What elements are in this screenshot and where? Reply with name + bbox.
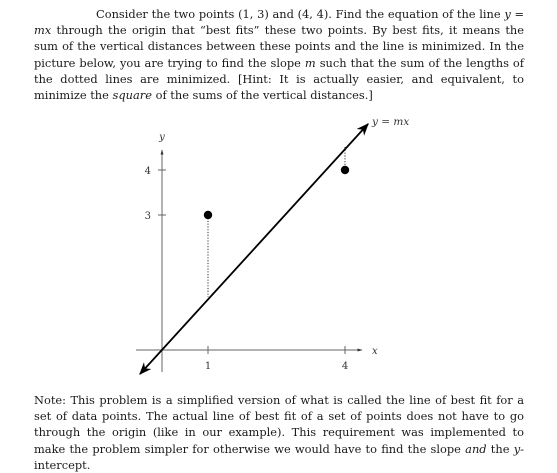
slope-variable: m — [304, 55, 316, 70]
problem-text-2: through the origin that “best fits” these two points. By best fits, it means the sum of the vertical distances between these points and the line is minimized. In the picture below, you are trying to find the slope — [34, 23, 524, 70]
best-fit-line — [140, 124, 368, 374]
note-and-emphasis: and — [465, 441, 487, 456]
x-axis-label: x — [372, 346, 378, 357]
note-text-1: Note: This problem is a simplified version of what is called the line of best fit for a set of data points. The actual line of best fit of a set of points does not have to go through the origin (like in our example). This requirement was implemented to make the problem simpler for otherwise we would have to find the slope — [34, 393, 524, 456]
note-text-2: the — [486, 441, 514, 456]
y-variable: y — [513, 441, 521, 456]
x-tick-label-1: 1 — [204, 361, 212, 372]
y-axis-label: y — [159, 132, 165, 143]
square-emphasis: square — [112, 88, 152, 103]
line-equation: y = mx — [34, 7, 524, 38]
y-tick-label-3: 3 — [144, 211, 151, 222]
x-tick-label-4: 4 — [341, 361, 349, 372]
note-paragraph — [34, 392, 524, 473]
line-label: y = mx — [372, 116, 410, 128]
data-point-1-3 — [204, 211, 212, 219]
data-point-4-4 — [341, 166, 349, 174]
problem-text-1: Consider the two points (1, 3) and (4, 4). Find the equation of the line — [96, 7, 505, 21]
problem-text-3: such that the sum of the lengths of the dotted lines are minimized. [Hint: It is actually easier, and equivalent, to minimize the — [34, 55, 524, 103]
problem-text-4: of the sums of the vertical distances.] — [151, 88, 373, 103]
y-tick-label-4: 4 — [144, 166, 151, 177]
note-text-3: -intercept. — [34, 441, 524, 472]
